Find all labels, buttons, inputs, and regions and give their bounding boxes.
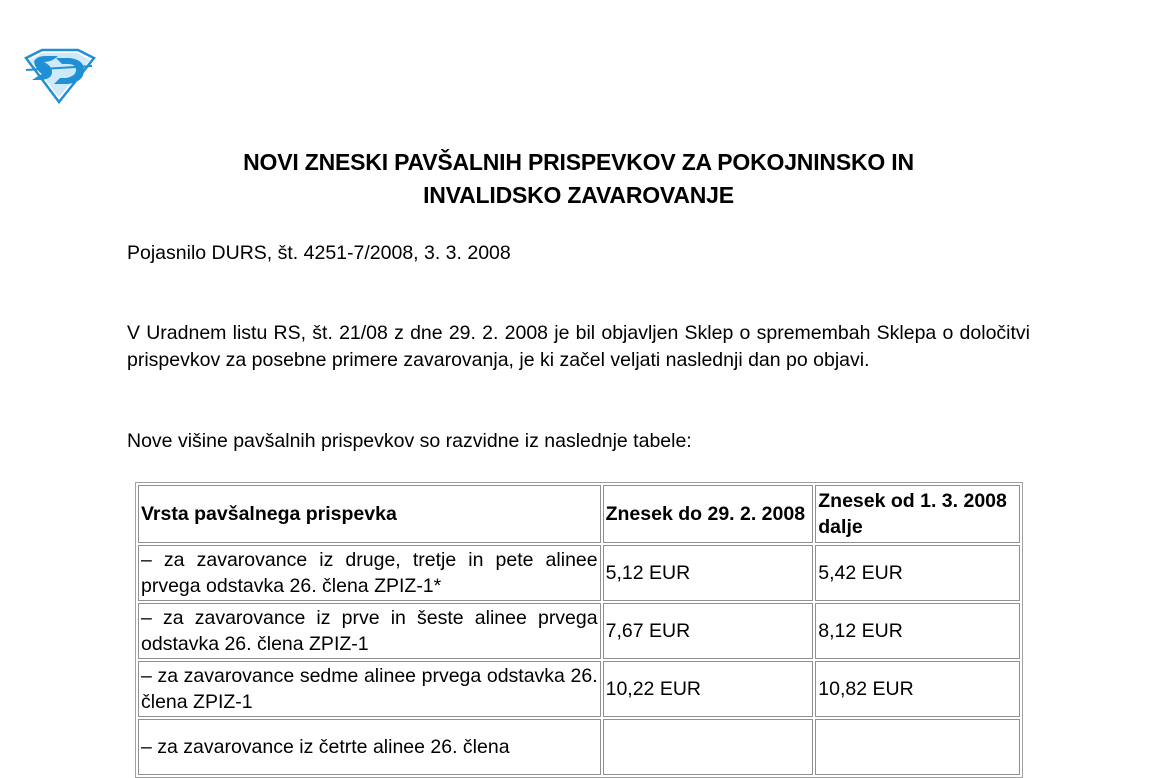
table-intro-paragraph: Nove višine pavšalnih prispevkov so razvidne iz naslednje tabele:: [127, 430, 692, 452]
table-header-type: Vrsta pavšalnega prispevka: [138, 485, 601, 543]
table-row: [138, 603, 1020, 659]
table-cell-amount-before: 5,12 EUR: [603, 545, 814, 601]
title-line-1: NOVI ZNESKI PAVŠALNIH PRISPEVKOV ZA POKOJNINSKO IN: [243, 149, 914, 175]
contribution-table: [135, 482, 1023, 778]
table-header-amount-after: Znesek od 1. 3. 2008 dalje: [815, 485, 1020, 543]
table-row: [138, 719, 1020, 775]
table-cell-amount-after: 10,82 EUR: [815, 661, 1020, 717]
document-subtitle: Pojasnilo DURS, št. 4251-7/2008, 3. 3. 2008: [127, 242, 511, 264]
table-cell-amount-before: 10,22 EUR: [603, 661, 814, 717]
table-row: [138, 661, 1020, 717]
table-header-amount-before: Znesek do 29. 2. 2008: [603, 485, 814, 543]
table-cell-amount-after: 8,12 EUR: [815, 603, 1020, 659]
company-logo: [22, 48, 96, 104]
table-cell-amount-after: [815, 719, 1020, 775]
table-cell-amount-before: 7,67 EUR: [603, 603, 814, 659]
table-cell-type: – za zavarovance iz prve in šeste alinee prvega odstavka 26. člena ZPIZ-1: [138, 603, 601, 659]
table-cell-amount-after: 5,42 EUR: [815, 545, 1020, 601]
table-row: [138, 545, 1020, 601]
intro-paragraph: V Uradnem listu RS, št. 21/08 z dne 29. 2. 2008 je bil objavljen Sklep o spremembah Sklepa o določitvi prispevkov za posebne primere zavarovanja, je ki začel veljati naslednji dan po objavi.: [127, 322, 1030, 371]
table-cell-type: – za zavarovance iz četrte alinee 26. člena: [138, 719, 601, 775]
document-title: [0, 146, 1157, 212]
sd-diamond-logo-icon: [22, 48, 96, 104]
table-cell-type: – za zavarovance iz druge, tretje in pete alinee prvega odstavka 26. člena ZPIZ-1*: [138, 545, 601, 601]
table-cell-type: – za zavarovance sedme alinee prvega odstavka 26. člena ZPIZ-1: [138, 661, 601, 717]
table-header-row: [138, 485, 1020, 543]
title-line-2: INVALIDSKO ZAVAROVANJE: [423, 182, 734, 208]
table-cell-amount-before: [603, 719, 814, 775]
